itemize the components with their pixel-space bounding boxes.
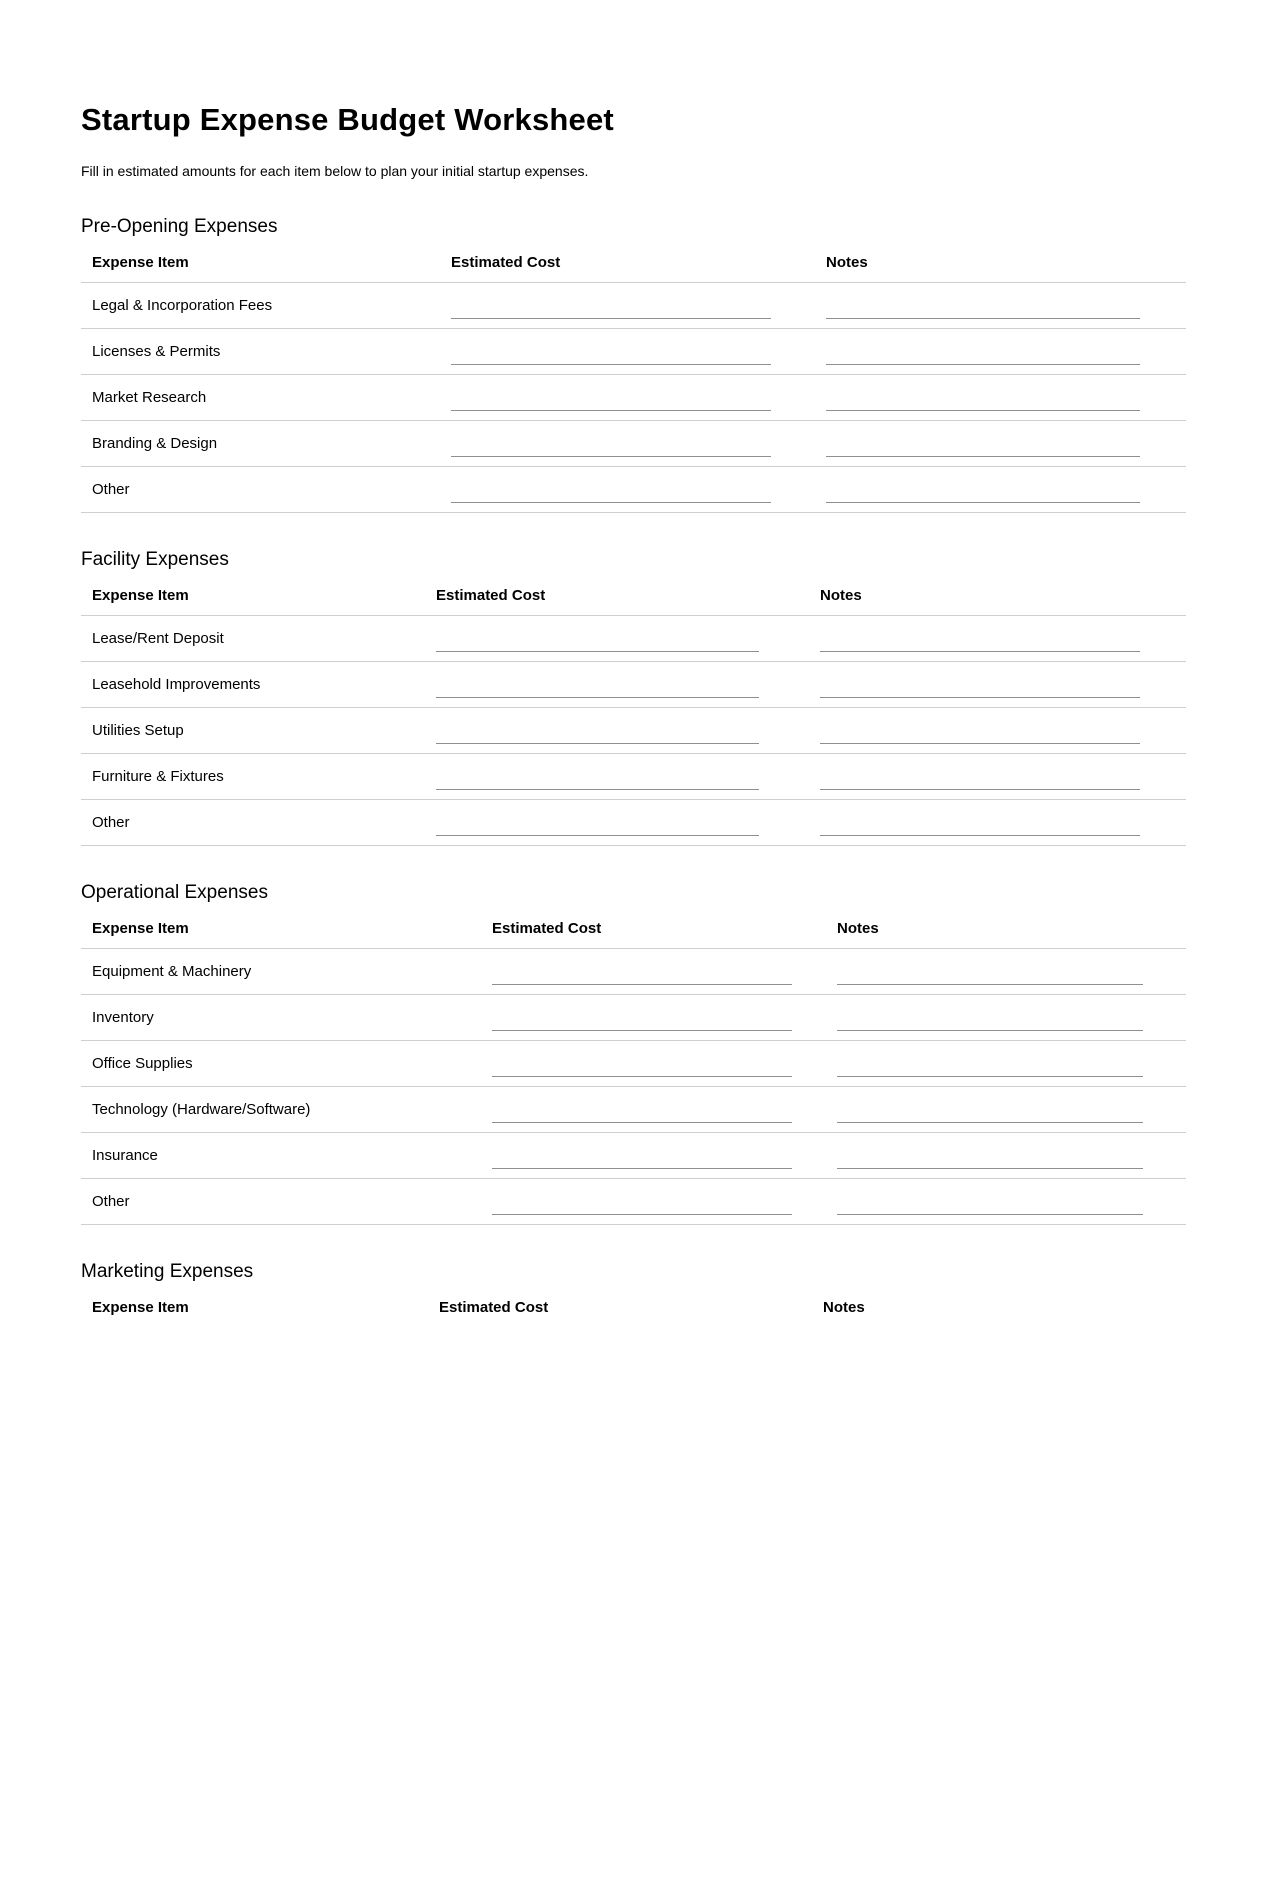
section-heading: Facility Expenses [81,549,229,570]
cost-input-line[interactable] [492,1030,792,1031]
expense-item-label: Lease/Rent Deposit [92,630,224,647]
expense-item-label: Legal & Incorporation Fees [92,297,273,314]
expense-table [81,238,1186,513]
table-row [81,1041,1186,1087]
page-title: Startup Expense Budget Worksheet [81,102,614,137]
cost-input-line[interactable] [492,984,792,985]
column-header-expense-item: Expense Item [92,920,189,937]
column-header-estimated-cost: Estimated Cost [436,587,546,604]
expense-item-label: Inventory [92,1009,154,1026]
column-header-expense-item: Expense Item [92,1299,189,1316]
table-row [81,616,1186,662]
expense-item-label: Office Supplies [92,1055,193,1072]
column-header-estimated-cost: Estimated Cost [492,920,602,937]
expense-item-label: Utilities Setup [92,722,184,739]
table-row [81,1087,1186,1133]
cost-input-line[interactable] [436,743,759,744]
cost-input-line[interactable] [436,651,759,652]
table-row [81,421,1186,467]
cost-input-line[interactable] [436,789,759,790]
notes-input-line[interactable] [820,651,1140,652]
notes-input-line[interactable] [837,984,1143,985]
cost-input-line[interactable] [451,502,771,503]
column-header-expense-item: Expense Item [92,587,189,604]
column-header-estimated-cost: Estimated Cost [451,254,561,271]
column-header-notes: Notes [826,254,868,271]
table-row [81,708,1186,754]
expense-item-label: Technology (Hardware/Software) [92,1101,311,1118]
cost-input-line[interactable] [451,410,771,411]
table-row [81,1133,1186,1179]
column-header-estimated-cost: Estimated Cost [439,1299,549,1316]
notes-input-line[interactable] [826,456,1140,457]
expense-table [81,571,1186,846]
table-row [81,467,1186,513]
cost-input-line[interactable] [451,318,771,319]
section-heading: Operational Expenses [81,882,268,903]
notes-input-line[interactable] [826,502,1140,503]
cost-input-line[interactable] [451,456,771,457]
notes-input-line[interactable] [820,697,1140,698]
expense-item-label: Other [92,814,130,831]
table-row [81,754,1186,800]
table-row [81,995,1186,1041]
table-header-row [81,1283,1186,1328]
section-heading: Marketing Expenses [81,1261,254,1282]
column-header-notes: Notes [820,587,862,604]
expense-item-label: Branding & Design [92,435,218,452]
table-header-row [81,904,1186,949]
notes-input-line[interactable] [837,1076,1143,1077]
notes-input-line[interactable] [837,1122,1143,1123]
column-header-notes: Notes [837,920,879,937]
cost-input-line[interactable] [436,835,759,836]
cost-input-line[interactable] [492,1076,792,1077]
section-marketing-expenses [81,1260,1186,1328]
table-row [81,375,1186,421]
expense-item-label: Market Research [92,389,207,406]
table-header-row [81,238,1186,283]
expense-item-label: Furniture & Fixtures [92,768,224,785]
cost-input-line[interactable] [492,1168,792,1169]
notes-input-line[interactable] [820,743,1140,744]
cost-input-line[interactable] [451,364,771,365]
column-header-notes: Notes [823,1299,865,1316]
table-row [81,283,1186,329]
table-row [81,800,1186,846]
section-pre-opening-expenses [81,215,1186,513]
notes-input-line[interactable] [826,410,1140,411]
cost-input-line[interactable] [492,1122,792,1123]
table-row [81,662,1186,708]
notes-input-line[interactable] [820,835,1140,836]
section-operational-expenses [81,881,1186,1225]
notes-input-line[interactable] [826,318,1140,319]
expense-item-label: Licenses & Permits [92,343,221,360]
expense-item-label: Leasehold Improvements [92,676,261,693]
expense-item-label: Equipment & Machinery [92,963,252,980]
table-row [81,949,1186,995]
expense-item-label: Other [92,1193,130,1210]
notes-input-line[interactable] [837,1214,1143,1215]
expense-item-label: Other [92,481,130,498]
cost-input-line[interactable] [436,697,759,698]
notes-input-line[interactable] [837,1168,1143,1169]
table-header-row [81,571,1186,616]
section-facility-expenses [81,548,1186,846]
notes-input-line[interactable] [826,364,1140,365]
table-row [81,1179,1186,1225]
notes-input-line[interactable] [820,789,1140,790]
expense-table [81,904,1186,1225]
table-row [81,329,1186,375]
expense-item-label: Insurance [92,1147,158,1164]
section-heading: Pre-Opening Expenses [81,216,278,237]
column-header-expense-item: Expense Item [92,254,189,271]
expense-table [81,1283,1186,1328]
page-subtitle: Fill in estimated amounts for each item below to plan your initial startup expenses. [81,163,589,179]
cost-input-line[interactable] [492,1214,792,1215]
notes-input-line[interactable] [837,1030,1143,1031]
